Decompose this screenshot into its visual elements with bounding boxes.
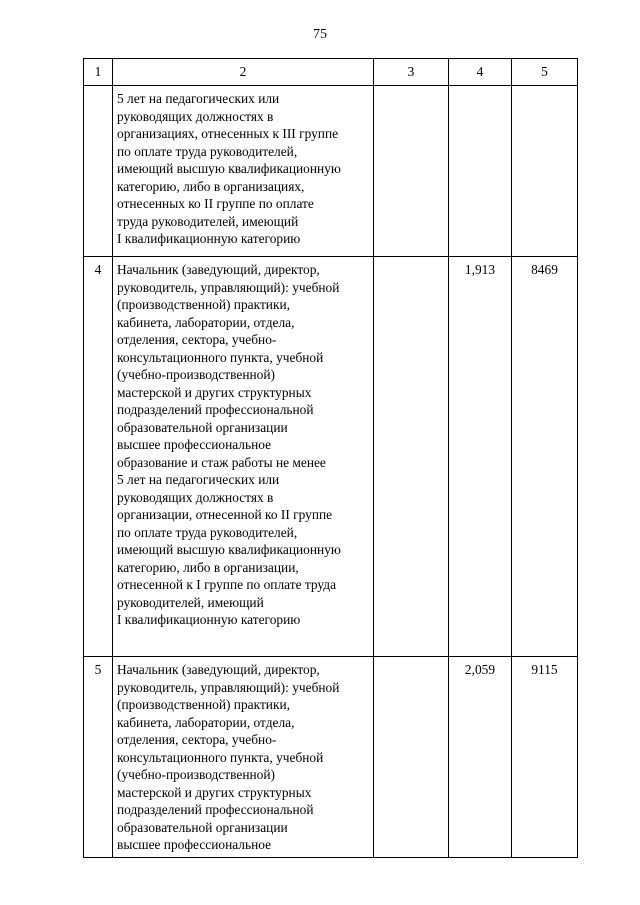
- description-line: труда руководителей, имеющий: [117, 213, 299, 229]
- description-line: 5 лет на педагогических или: [117, 472, 280, 487]
- description-line: отнесенных ко II группе по оплате: [117, 196, 314, 211]
- description-line: организациях, отнесенных к III группе: [117, 126, 339, 141]
- description-line: (учебно-производственной): [117, 367, 275, 382]
- description-line: образовательной организации: [117, 419, 288, 435]
- row-number: 4: [84, 257, 113, 657]
- description-line: имеющий высшую квалификационную: [117, 542, 341, 557]
- description-line: консультационного пункта, учебной: [117, 349, 324, 365]
- description-line: высшее профессиональное: [117, 437, 272, 452]
- description-line: кабинета, лаборатории, отдела,: [117, 714, 295, 730]
- description-line: по оплате труда руководителей,: [117, 143, 298, 159]
- row-description: [113, 657, 374, 858]
- row-col3: [374, 657, 449, 858]
- row-coefficient: [449, 86, 512, 257]
- row-number: 5: [84, 657, 113, 858]
- description-line: подразделений профессиональной: [117, 402, 314, 417]
- row-salary: 9115: [512, 657, 578, 858]
- row-salary: [512, 86, 578, 257]
- header-cell-3: 3: [374, 59, 449, 86]
- row-coefficient: 1,913: [449, 257, 512, 657]
- row-salary: 8469: [512, 257, 578, 657]
- description-line: организации, отнесенной ко II группе: [117, 507, 333, 522]
- row-description: [113, 86, 374, 257]
- description-line: (учебно-производственной): [117, 767, 275, 782]
- description-line: руководящих должностях в: [117, 489, 274, 505]
- description-line: категорию, либо в организации,: [117, 559, 299, 575]
- table-row: [84, 657, 578, 858]
- description-line: имеющий высшую квалификационную: [117, 161, 341, 176]
- table-row: [84, 257, 578, 657]
- description-line: руководящих должностях в: [117, 108, 274, 124]
- description-line: 5 лет на педагогических или: [117, 91, 280, 106]
- description-line: I квалификационную категорию: [117, 231, 301, 246]
- row-coefficient: 2,059: [449, 657, 512, 858]
- table-row: [84, 86, 578, 257]
- description-line: отделения, сектора, учебно-: [117, 332, 277, 347]
- table-header-row: [84, 59, 578, 86]
- description-line: Начальник (заведующий, директор,: [117, 262, 320, 277]
- description-line: руководителей, имеющий: [117, 594, 264, 610]
- description-line: I квалификационную категорию: [117, 612, 301, 627]
- description-line: отделения, сектора, учебно-: [117, 732, 277, 747]
- description-line: мастерской и других структурных: [117, 384, 312, 400]
- description-line: образование и стаж работы не менее: [117, 454, 326, 470]
- header-cell-4: 4: [449, 59, 512, 86]
- description-line: Начальник (заведующий, директор,: [117, 662, 320, 677]
- description-line: высшее профессиональное: [117, 837, 272, 852]
- description-line: (производственной) практики,: [117, 297, 290, 312]
- header-cell-5: 5: [512, 59, 578, 86]
- description-line: кабинета, лаборатории, отдела,: [117, 314, 295, 330]
- row-col3: [374, 257, 449, 657]
- row-col3: [374, 86, 449, 257]
- row-description: [113, 257, 374, 657]
- description-line: (производственной) практики,: [117, 697, 290, 712]
- header-cell-1: 1: [84, 59, 113, 86]
- description-line: руководитель, управляющий): учебной: [117, 279, 340, 295]
- description-line: консультационного пункта, учебной: [117, 749, 324, 765]
- salary-table: [83, 58, 578, 858]
- description-line: мастерской и других структурных: [117, 784, 312, 800]
- description-line: категорию, либо в организациях,: [117, 178, 305, 194]
- description-line: по оплате труда руководителей,: [117, 524, 298, 540]
- description-line: подразделений профессиональной: [117, 802, 314, 817]
- description-line: отнесенной к I группе по оплате труда: [117, 577, 337, 592]
- description-line: руководитель, управляющий): учебной: [117, 679, 340, 695]
- description-line: образовательной организации: [117, 819, 288, 835]
- row-number: [84, 86, 113, 257]
- header-cell-2: 2: [113, 59, 374, 86]
- page-number: 75: [313, 27, 327, 42]
